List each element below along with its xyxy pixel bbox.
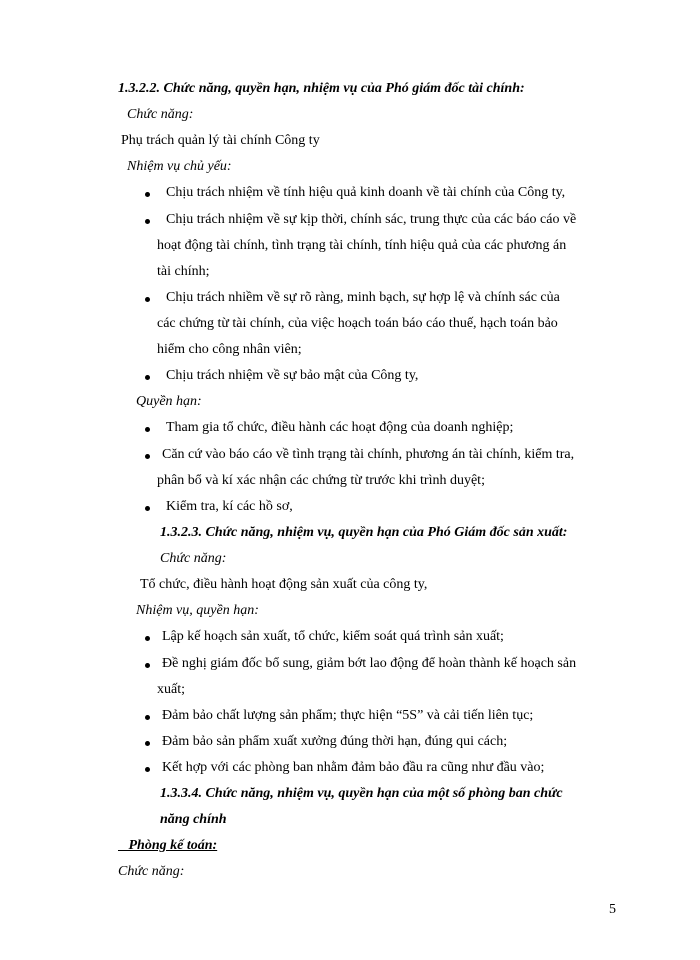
bullet-icon	[145, 663, 150, 668]
bullet-icon	[145, 427, 150, 432]
bullet-icon	[145, 741, 150, 746]
list-item: Đảm bảo chất lượng sản phẩm; thực hiện “5S” và cải tiến liên tục;	[162, 708, 534, 723]
list-item: Đảm bảo sản phẩm xuất xưởng đúng thời hạn, đúng qui cách;	[162, 734, 508, 749]
list-item-continuation: phân bổ và kí xác nhận các chứng từ trước khi trình duyệt;	[157, 473, 485, 488]
department-label-text: Phòng kế toán:	[128, 838, 218, 853]
list-item: Kết hợp với các phòng ban nhằm đảm bảo đầu ra cũng như đầu vào;	[162, 760, 545, 775]
bullet-icon	[145, 297, 150, 302]
list-item: Đề nghị giám đốc bổ sung, giảm bớt lao động để hoàn thành kế hoạch sản	[162, 656, 577, 671]
list-item-continuation: tài chính;	[157, 264, 210, 279]
function-text: Tổ chức, điều hành hoạt động sản xuất của công ty,	[140, 577, 428, 592]
section-heading: 1.3.2.2. Chức năng, quyền hạn, nhiệm vụ của Phó giám đốc tài chính:	[118, 81, 525, 96]
list-item: Chịu trách nhiệm về sự bảo mật của Công ty,	[166, 368, 419, 383]
function-label: Chức năng:	[118, 864, 185, 879]
list-item: Chịu trách nhiệm về tính hiệu quả kinh doanh về tài chính của Công ty,	[166, 185, 566, 200]
page-number: 5	[609, 902, 616, 917]
department-label	[118, 836, 217, 856]
bullet-icon	[145, 219, 150, 224]
bullet-icon	[145, 375, 150, 380]
bullet-icon	[145, 454, 150, 459]
list-item-continuation: xuất;	[157, 682, 185, 697]
list-item-continuation: hiểm cho công nhân viên;	[157, 342, 302, 357]
list-item: Căn cứ vào báo cáo về tình trạng tài chính, phương án tài chính, kiểm tra,	[162, 447, 575, 462]
section-heading-continuation: năng chính	[160, 812, 227, 827]
bullet-icon	[145, 715, 150, 720]
powers-label: Quyền hạn:	[136, 394, 202, 409]
function-label: Chức năng:	[160, 551, 227, 566]
bullet-icon	[145, 767, 150, 772]
bullet-icon	[145, 192, 150, 197]
function-text: Phụ trách quản lý tài chính Công ty	[121, 133, 320, 148]
function-label: Chức năng:	[127, 107, 194, 122]
list-item-continuation: các chứng từ tài chính, của việc hoạch toán báo cáo thuế, hạch toán bảo	[157, 316, 558, 331]
duties-label: Nhiệm vụ chủ yếu:	[127, 159, 232, 174]
bullet-icon	[145, 506, 150, 511]
duties-label: Nhiệm vụ, quyền hạn:	[136, 603, 259, 618]
list-item: Kiểm tra, kí các hồ sơ,	[166, 499, 293, 514]
section-heading: 1.3.3.4. Chức năng, nhiệm vụ, quyền hạn của một số phòng ban chức	[160, 786, 563, 801]
list-item-continuation: hoạt động tài chính, tình trạng tài chính, tính hiệu quả của các phương án	[157, 238, 567, 253]
list-item: Tham gia tổ chức, điều hành các hoạt động của doanh nghiệp;	[166, 420, 514, 435]
list-item: Chịu trách nhiềm về sự rõ ràng, minh bạch, sự hợp lệ và chính sác của	[166, 290, 560, 305]
bullet-icon	[145, 636, 150, 641]
list-item: Lập kế hoạch sản xuất, tổ chức, kiểm soát quá trình sản xuất;	[162, 629, 504, 644]
section-heading: 1.3.2.3. Chức năng, nhiệm vụ, quyền hạn của Phó Giám đốc sản xuất:	[160, 525, 568, 540]
list-item: Chịu trách nhiệm về sự kịp thời, chính sác, trung thực của các báo cáo về	[166, 212, 577, 227]
